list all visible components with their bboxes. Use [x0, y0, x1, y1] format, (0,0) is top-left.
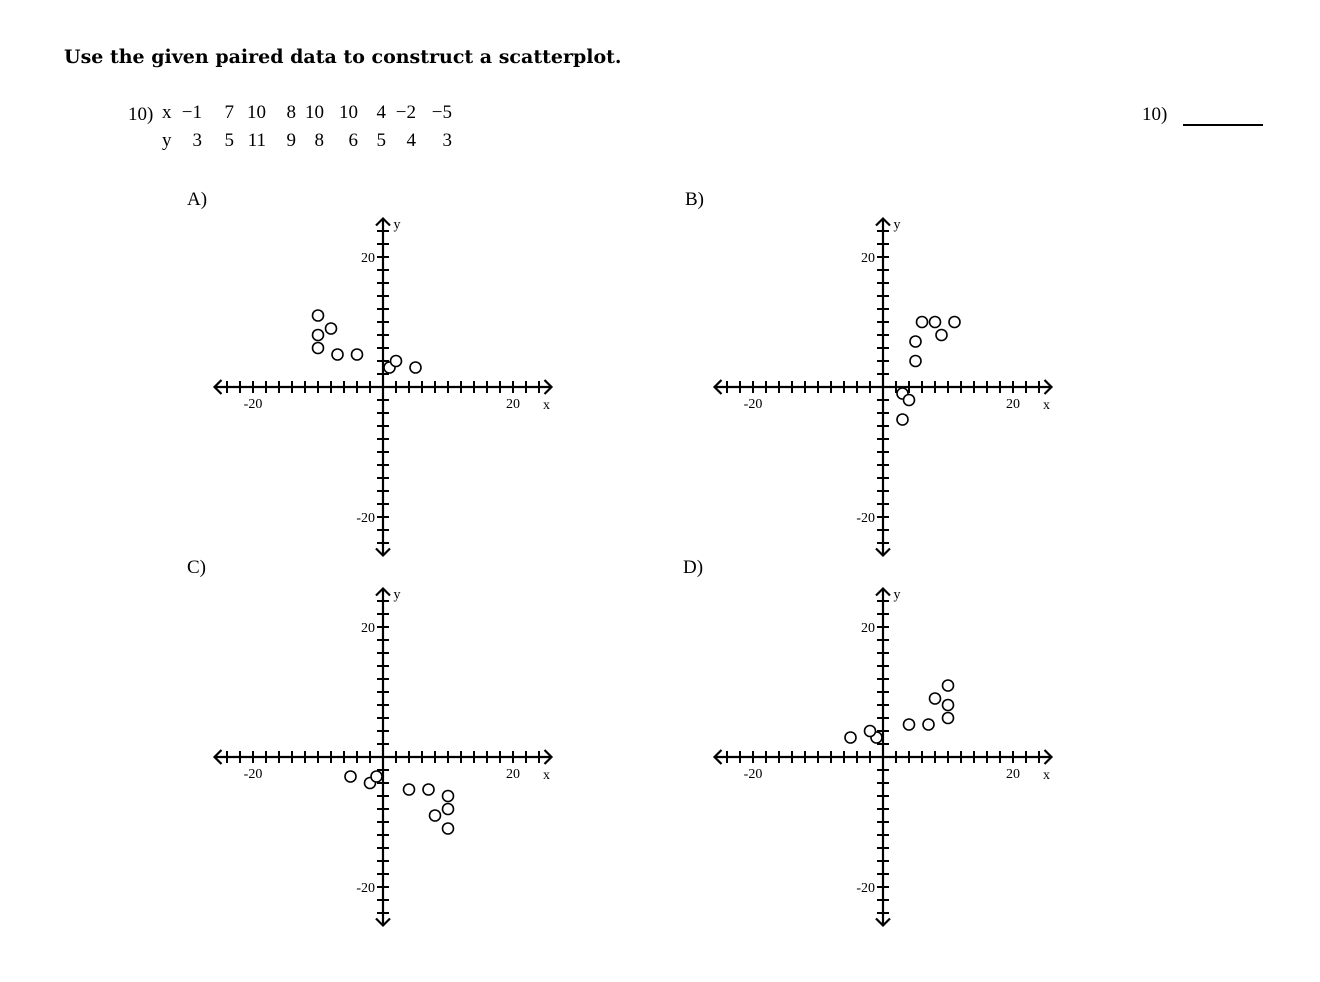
- scatterplot-a[interactable]: [200, 210, 570, 570]
- y-axis-label: y: [893, 587, 901, 603]
- data-point: [930, 693, 941, 704]
- x-tick-label-neg: -20: [743, 397, 763, 412]
- data-point: [904, 395, 915, 406]
- scatterplot-c[interactable]: [200, 580, 570, 940]
- x-tick-label-pos: 20: [506, 767, 520, 782]
- data-point: [313, 330, 324, 341]
- scatterplot-b[interactable]: [700, 210, 1070, 570]
- data-point: [443, 791, 454, 802]
- data-point: [904, 719, 915, 730]
- answer-blank[interactable]: [1183, 124, 1263, 126]
- y-value: 6: [348, 130, 358, 151]
- x-value: −2: [395, 102, 416, 123]
- x-axis-label: x: [543, 768, 550, 783]
- x-value: 10: [339, 102, 358, 123]
- y-value: 5: [224, 130, 234, 151]
- y-value: 4: [406, 130, 416, 151]
- data-point: [917, 317, 928, 328]
- y-tick-label-pos: 20: [861, 621, 875, 636]
- y-axis-label: y: [893, 217, 901, 233]
- data-point: [443, 804, 454, 815]
- data-point: [943, 680, 954, 691]
- data-point: [930, 317, 941, 328]
- y-row-label: y: [162, 130, 172, 151]
- data-point: [943, 700, 954, 711]
- data-point: [423, 784, 434, 795]
- x-tick-label-neg: -20: [243, 397, 263, 412]
- y-axis-label: y: [393, 587, 401, 603]
- option-b-label[interactable]: B): [685, 189, 704, 210]
- y-tick-label-pos: 20: [361, 251, 375, 266]
- y-tick-label-neg: -20: [356, 511, 375, 526]
- option-d-label[interactable]: D): [683, 557, 704, 578]
- y-value: 8: [314, 130, 324, 151]
- data-point: [865, 726, 876, 737]
- data-point: [410, 362, 421, 373]
- data-point: [313, 343, 324, 354]
- data-point: [332, 349, 343, 360]
- y-value: 3: [442, 130, 452, 151]
- x-value: −1: [181, 102, 202, 123]
- data-point: [326, 323, 337, 334]
- data-point: [943, 713, 954, 724]
- instruction-text: Use the given paired data to construct a scatterplot.: [64, 46, 622, 68]
- y-tick-label-neg: -20: [856, 881, 875, 896]
- data-point: [391, 356, 402, 367]
- y-tick-label-neg: -20: [856, 511, 875, 526]
- data-point: [430, 810, 441, 821]
- x-tick-label-neg: -20: [743, 767, 763, 782]
- x-tick-label-pos: 20: [1006, 397, 1020, 412]
- data-point: [404, 784, 415, 795]
- data-point: [443, 823, 454, 834]
- y-tick-label-pos: 20: [361, 621, 375, 636]
- y-tick-label-pos: 20: [861, 251, 875, 266]
- x-value: 8: [286, 102, 296, 123]
- data-point: [897, 414, 908, 425]
- x-value: 10: [247, 102, 266, 123]
- data-point: [345, 771, 356, 782]
- data-point: [371, 771, 382, 782]
- data-point: [936, 330, 947, 341]
- x-value: −5: [431, 102, 452, 123]
- x-value: 10: [305, 102, 324, 123]
- data-point: [845, 732, 856, 743]
- data-point: [313, 310, 324, 321]
- data-point: [910, 356, 921, 367]
- y-axis-label: y: [393, 217, 401, 233]
- x-axis-label: x: [543, 398, 550, 413]
- y-value: 3: [192, 130, 202, 151]
- data-point: [949, 317, 960, 328]
- data-point: [923, 719, 934, 730]
- scatterplot-d[interactable]: [700, 580, 1070, 940]
- y-tick-label-neg: -20: [356, 881, 375, 896]
- y-value: 11: [247, 130, 266, 151]
- x-axis-label: x: [1043, 768, 1050, 783]
- x-row-label: x: [162, 102, 172, 123]
- x-axis-label: x: [1043, 398, 1050, 413]
- x-tick-label-pos: 20: [1006, 767, 1020, 782]
- option-c-label[interactable]: C): [187, 557, 206, 578]
- y-value: 5: [376, 130, 386, 151]
- x-tick-label-pos: 20: [506, 397, 520, 412]
- y-value: 9: [286, 130, 296, 151]
- data-point: [352, 349, 363, 360]
- x-tick-label-neg: -20: [243, 767, 263, 782]
- question-number: 10): [128, 104, 154, 125]
- answer-number: 10): [1142, 104, 1168, 125]
- option-a-label[interactable]: A): [187, 189, 208, 210]
- data-point: [910, 336, 921, 347]
- x-value: 7: [224, 102, 234, 123]
- x-value: 4: [376, 102, 386, 123]
